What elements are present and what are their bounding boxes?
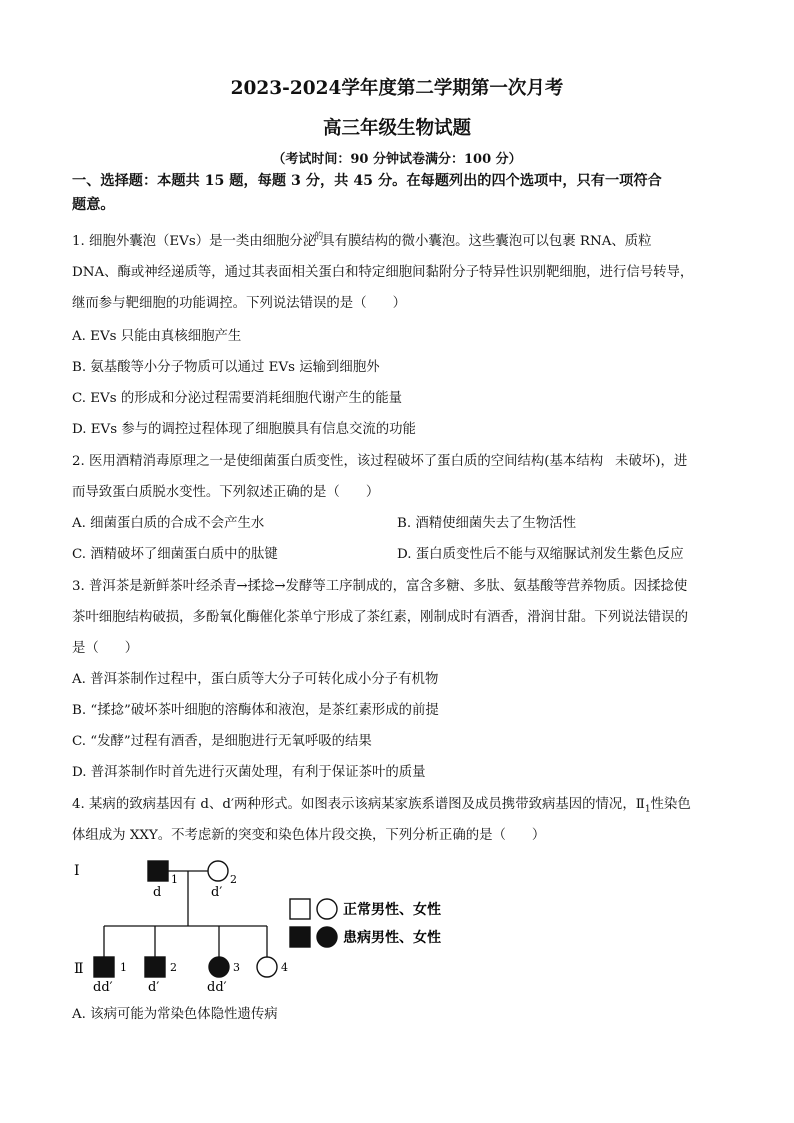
legend-affected-label: 患病男性、女性 bbox=[343, 930, 441, 946]
pedigree-i1-genotype: d bbox=[153, 885, 162, 900]
pedigree-ii3-number: 3 bbox=[233, 961, 240, 974]
pedigree-chart bbox=[60, 850, 460, 1000]
generation-label-i: Ⅰ bbox=[74, 863, 80, 879]
pedigree-ii2-genotype: d′ bbox=[148, 980, 160, 995]
q3-stem-line3 bbox=[72, 640, 138, 658]
q1-stem-line1-b: 具有膜结构的微小囊泡。这些囊泡可以包裹 RNA、质粒 bbox=[321, 234, 652, 249]
q3-option-c: C. “发酵”过程有酒香，是细胞进行无氧呼吸的结果 bbox=[72, 734, 372, 749]
q1-stem-mark: 的 bbox=[314, 232, 324, 242]
q3-option-d: D. 普洱茶制作时首先进行灭菌处理，有利于保证茶叶的质量 bbox=[72, 765, 426, 780]
q1-option-c: C. EVs 的形成和分泌过程需要消耗细胞代谢产生的能量 bbox=[72, 391, 403, 406]
q2-stem-line1-a: 2. 医用酒精消毒原理之一是使细菌蛋白质变性，该过程破坏了蛋白质的空间结构(基本结构 bbox=[72, 454, 604, 469]
q3-stem-line1: 3. 普洱茶是新鲜茶叶经杀青→揉捻→发酵等工序制成的，富含多糖、多肽、氨基酸等营养物质。因揉捻使 bbox=[72, 579, 688, 594]
pedigree-i2-number: 2 bbox=[230, 873, 237, 886]
exam-info: （考试时间：90 分钟试卷满分：100 分） bbox=[272, 152, 522, 167]
q2-option-c: C. 酒精破坏了细菌蛋白质中的肽键 bbox=[72, 547, 278, 562]
q4-stem-line2-a: 体组成为 XXY。不考虑新的突变和染色体片段交换，下列分析正确的是（ bbox=[72, 828, 506, 843]
q2-option-a: A. 细菌蛋白质的合成不会产生水 bbox=[72, 516, 265, 531]
q3-option-a: A. 普洱茶制作过程中，蛋白质等大分子可转化成小分子有机物 bbox=[72, 672, 439, 687]
pedigree-i2-normal-female bbox=[208, 861, 228, 881]
q1-stem-line3 bbox=[72, 295, 406, 313]
section-heading-line1: 一、选择题：本题共 15 题，每题 3 分，共 45 分。在每题列出的四个选项中，只有一项符合 bbox=[72, 173, 662, 189]
q1-option-a: A. EVs 只能由真核细胞产生 bbox=[72, 329, 242, 344]
q2-option-b: B. 酒精使细菌失去了生物活性 bbox=[397, 516, 577, 531]
exam-title: 2023-2024学年度第二学期第一次月考 bbox=[230, 78, 564, 99]
legend-normal-female-icon bbox=[317, 899, 337, 919]
q2-stem-line2-a: 而导致蛋白质脱水变性。下列叙述正确的是（ bbox=[72, 485, 340, 500]
legend-normal-label: 正常男性、女性 bbox=[343, 902, 441, 918]
q1-option-d: D. EVs 参与的调控过程体现了细胞膜具有信息交流的功能 bbox=[72, 422, 416, 437]
legend-affected-male-icon bbox=[290, 927, 310, 947]
q4-stem-line1-a: 4. 某病的致病基因有 d、d′两种形式。如图表示该病某家族系谱图及成员携带致病基因的情况，Ⅱ bbox=[72, 797, 645, 812]
q3-stem-line3-b: ） bbox=[124, 641, 139, 656]
section-heading-line2: 题意。 bbox=[72, 197, 115, 213]
pedigree-ii3-affected-female bbox=[209, 957, 229, 977]
q1-stem-line1 bbox=[72, 233, 652, 252]
pedigree-i1-affected-male bbox=[148, 861, 168, 881]
pedigree-ii2-affected-male bbox=[145, 957, 165, 977]
q4-option-a: A. 该病可能为常染色体隐性遗传病 bbox=[72, 1007, 278, 1022]
pedigree-i2-genotype: d′ bbox=[211, 885, 223, 900]
q1-stem-line3-a: 继而参与靶细胞的功能调控。下列说法错误的是（ bbox=[72, 296, 367, 311]
q4-stem-sub: 1 bbox=[644, 804, 651, 815]
pedigree-ii1-affected-male bbox=[94, 957, 114, 977]
q1-stem-line1-a: 1. 细胞外囊泡（EVs）是一类由细胞分泌 bbox=[72, 234, 317, 249]
q1-option-b: B. 氨基酸等小分子物质可以通过 EVs 运输到细胞外 bbox=[72, 360, 380, 375]
legend-affected-female-icon bbox=[317, 927, 337, 947]
q1-stem-line2: DNA、酶或神经递质等，通过其表面相关蛋白和特定细胞间黏附分子特异性识别靶细胞，进行信号转导， bbox=[72, 265, 694, 280]
pedigree-ii2-number: 2 bbox=[170, 961, 177, 974]
exam-subtitle: 高三年级生物试题 bbox=[322, 118, 471, 139]
pedigree-ii1-number: 1 bbox=[120, 961, 127, 974]
legend-normal-male-icon bbox=[290, 899, 310, 919]
q4-stem-line1-b: 性染色 bbox=[650, 797, 691, 812]
generation-label-ii: Ⅱ bbox=[74, 961, 84, 977]
pedigree-i1-number: 1 bbox=[171, 873, 178, 886]
q2-stem-line2-b: ） bbox=[365, 485, 380, 500]
q3-option-b: B. “揉捻”破坏茶叶细胞的溶酶体和液泡，是茶红素形成的前提 bbox=[72, 703, 439, 718]
q2-option-d: D. 蛋白质变性后不能与双缩脲试剂发生紫色反应 bbox=[397, 547, 684, 562]
pedigree-ii4-normal-female bbox=[257, 957, 277, 977]
pedigree-ii1-genotype: dd′ bbox=[93, 980, 113, 995]
q3-stem-line2: 茶叶细胞结构破损，多酚氧化酶催化茶单宁形成了茶红素，刚制成时有酒香，滑润甘甜。下列说法错误的 bbox=[72, 610, 688, 625]
q2-stem-line1-b: 未破坏)，进 bbox=[615, 454, 688, 469]
pedigree-ii3-genotype: dd′ bbox=[207, 980, 227, 995]
q3-stem-line3-a: 是（ bbox=[72, 641, 99, 656]
q4-stem-line2-b: ） bbox=[531, 828, 546, 843]
q4-stem-line2 bbox=[72, 827, 545, 845]
q4-stem-line1 bbox=[72, 796, 691, 819]
q2-stem-line2 bbox=[72, 484, 379, 502]
pedigree-ii4-number: 4 bbox=[281, 961, 288, 974]
q2-stem-line1 bbox=[72, 453, 687, 471]
q1-stem-line3-b: ） bbox=[392, 296, 406, 311]
